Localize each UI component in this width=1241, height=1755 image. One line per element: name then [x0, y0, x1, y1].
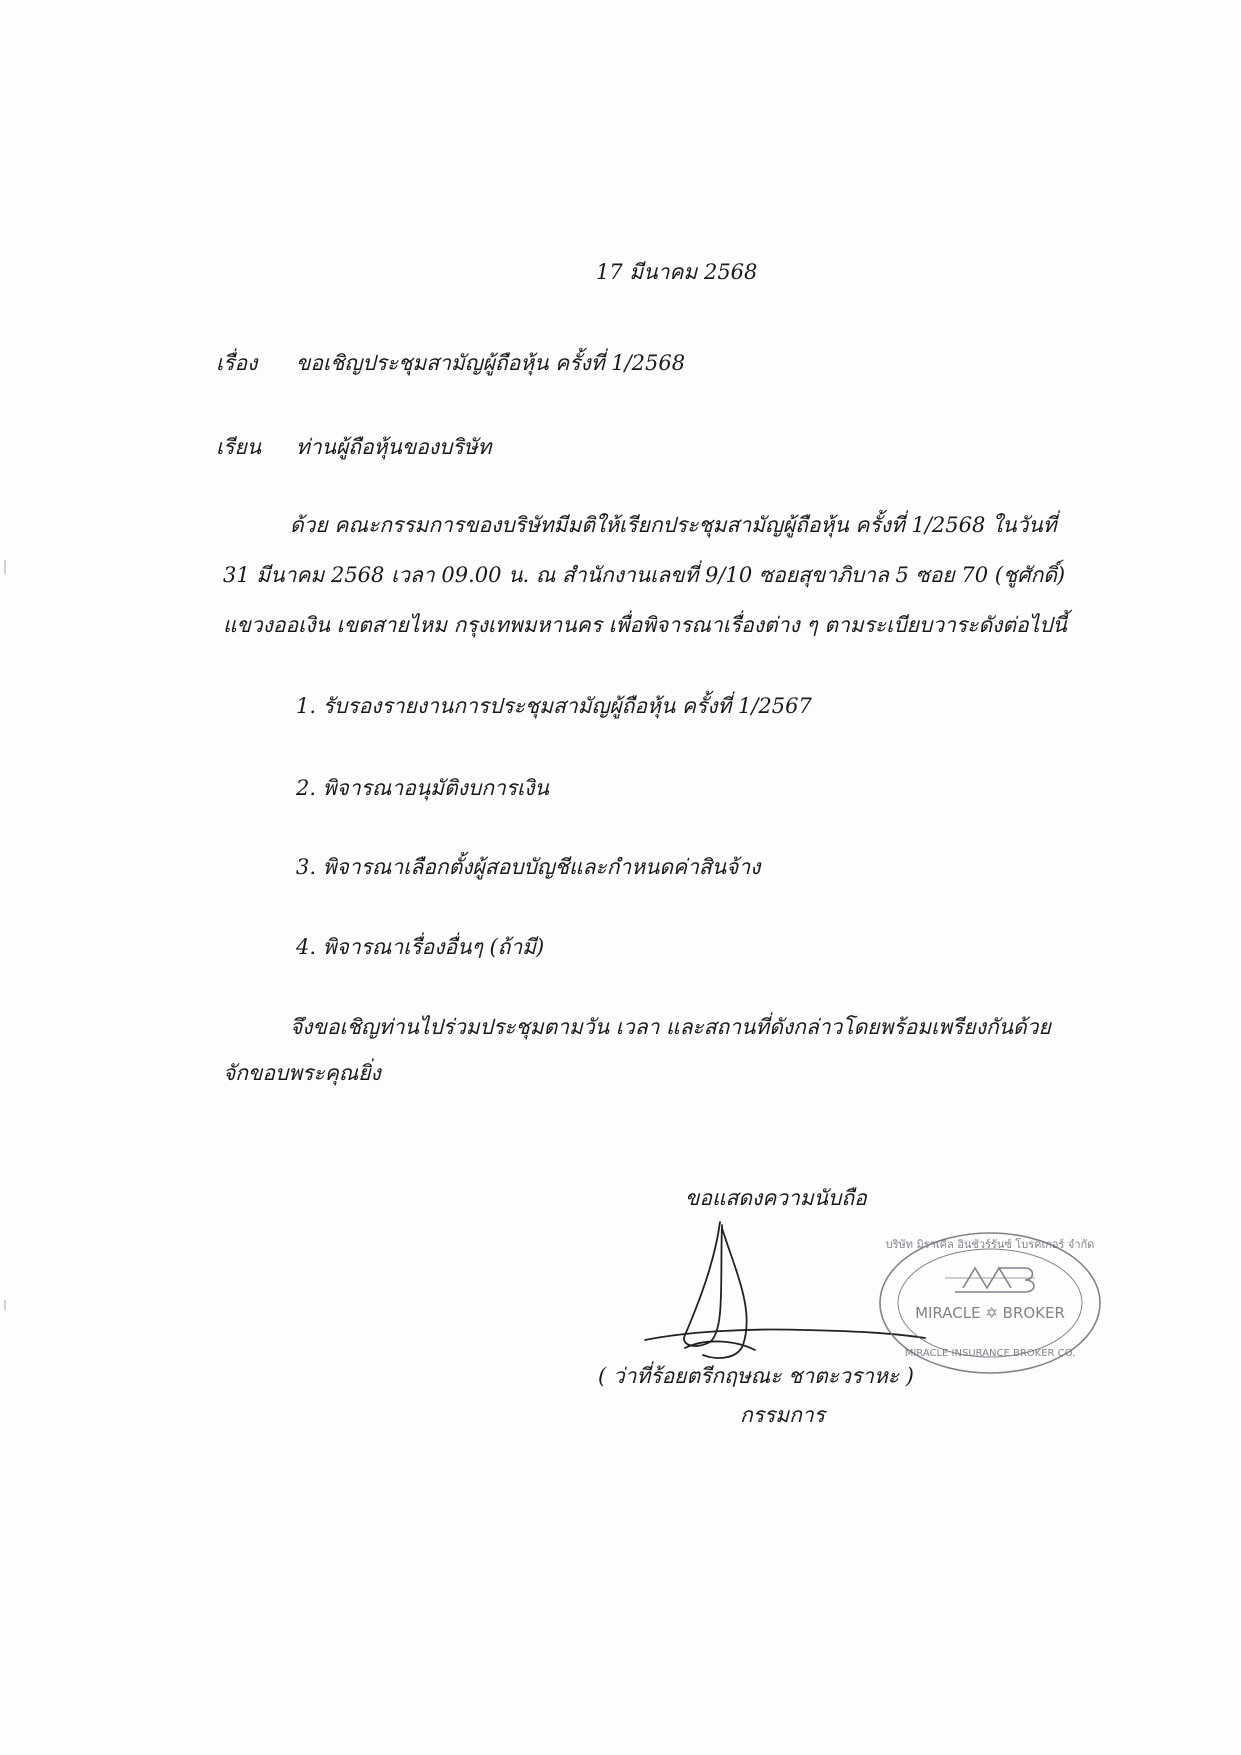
- recipient-label: เรียน: [216, 435, 262, 459]
- agenda-item-1: 1. รับรองรายงานการประชุมสามัญผู้ถือหุ้น ครั้งที่ 1/2567: [296, 694, 812, 718]
- company-stamp-icon: [875, 1228, 1105, 1378]
- regards-text: ขอแสดงความนับถือ: [685, 1186, 867, 1210]
- stamp-top-text: บริษัท มิราเคิล อินชัวร์รันซ์ โบรคเกอร์ จำกัด: [885, 1238, 1095, 1251]
- body-line-2: 31 มีนาคม 2568 เวลา 09.00 น. ณ สำนักงานเลขที่ 9/10 ซอยสุขาภิบาล 5 ซอย 70 (ชูศักดิ์): [223, 563, 1066, 587]
- agenda-item-2: 2. พิจารณาอนุมัติงบการเงิน: [296, 776, 549, 800]
- agenda-item-3: 3. พิจารณาเลือกตั้งผู้สอบบัญชีและกำหนดค่าสินจ้าง: [296, 855, 761, 879]
- closing-line-2: จักขอบพระคุณยิ่ง: [223, 1061, 381, 1085]
- body-line-1: ด้วย คณะกรรมการของบริษัทมีมติให้เรียกประชุมสามัญผู้ถือหุ้น ครั้งที่ 1/2568 ในวันที่: [290, 513, 1057, 537]
- closing-line-1: จึงขอเชิญท่านไปร่วมประชุมตามวัน เวลา และสถานที่ดังกล่าวโดยพร้อมเพรียงกันด้วย: [290, 1015, 1051, 1039]
- letter-date: 17 มีนาคม 2568: [596, 260, 758, 284]
- subject-label: เรื่อง: [216, 351, 258, 375]
- recipient-text: ท่านผู้ถือหุ้นของบริษัท: [296, 435, 492, 459]
- agenda-item-4: 4. พิจารณาเรื่องอื่นๆ (ถ้ามี): [296, 935, 545, 959]
- stamp-brand-text: MIRACLE ✡ BROKER: [915, 1304, 1065, 1322]
- signer-position: กรรมการ: [740, 1403, 825, 1427]
- scan-edge-mark: [4, 1300, 6, 1310]
- scan-edge-mark: [4, 560, 6, 574]
- subject-text: ขอเชิญประชุมสามัญผู้ถือหุ้น ครั้งที่ 1/2568: [296, 351, 686, 375]
- body-line-3: แขวงออเงิน เขตสายไหม กรุงเทพมหานคร เพื่อพิจารณาเรื่องต่าง ๆ ตามระเบียบวาระดังต่อไปนี้: [223, 613, 1067, 637]
- signer-name: ( ว่าที่ร้อยตรีกฤษณะ ชาตะวราหะ ): [598, 1364, 914, 1388]
- stamp-bottom-text: MIRACLE INSURANCE BROKER CO.: [904, 1348, 1076, 1359]
